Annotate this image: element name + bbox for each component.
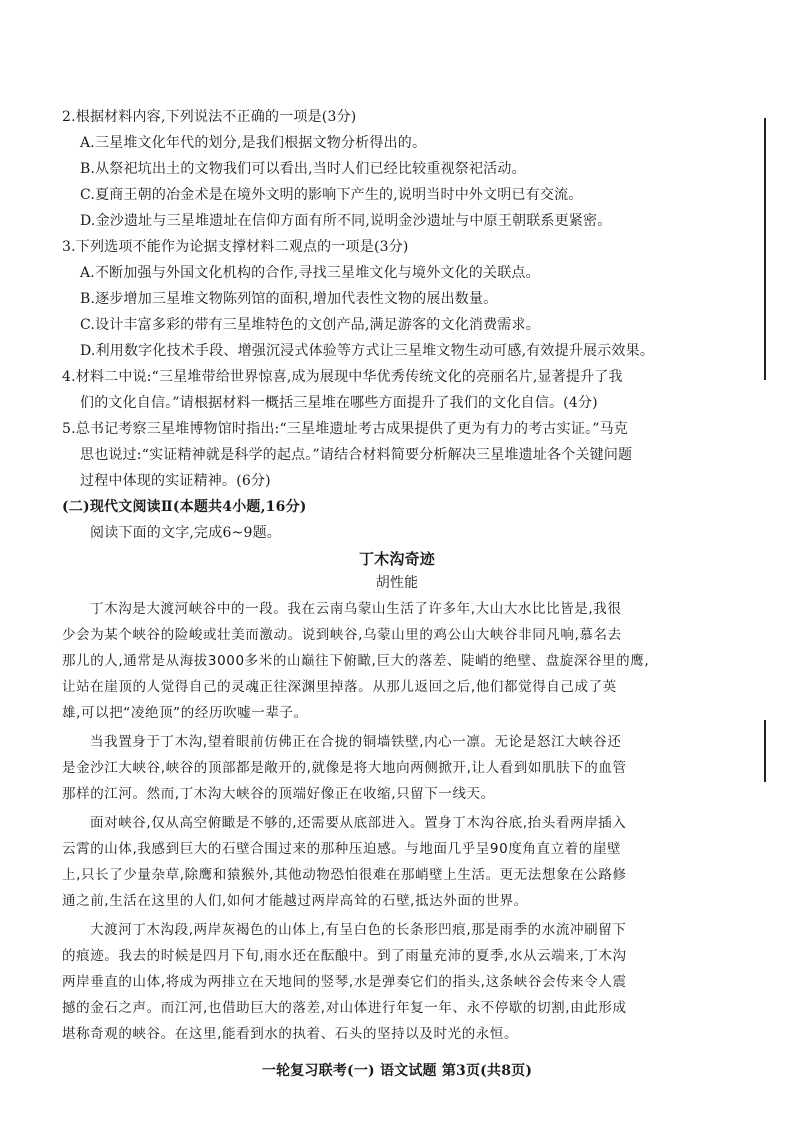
q3-option-d: D.利用数字化技术手段、增强沉浸式体验等方式让三星堆文物生动可感,有效提升展示效果。 xyxy=(80,343,655,359)
margin-rule xyxy=(764,118,766,380)
article-line: 雄,可以把“凌绝顶”的经历吹嘘一辈子。 xyxy=(62,705,308,721)
section-heading: (二)现代文阅读Ⅱ(本题共4小题,16分) xyxy=(62,499,307,515)
article-line: 通之前,生活在这里的人们,如何才能越过两岸高耸的石壁,抵达外面的世界。 xyxy=(62,893,528,909)
q4-line: 们的文化自信。”请根据材料一概括三星堆在哪些方面提升了我们的文化自信。(4分) xyxy=(80,395,598,411)
article-line: 大渡河丁木沟段,两岸灰褐色的山体上,有呈白色的长条形凹痕,那是雨季的水流冲刷留下 xyxy=(90,922,627,938)
q3-option-a: A.不断加强与外国文化机构的合作,寻找三星堆文化与境外文化的关联点。 xyxy=(80,265,540,281)
article-line: 那儿的人,通常是从海拔3000多米的山巅往下俯瞰,巨大的落差、陡峭的绝壁、盘旋深谷里的鹰, xyxy=(62,653,650,669)
q5-line: 5.总书记考察三星堆博物馆时指出:“三星堆遗址考古成果提供了更为有力的考古实证。”马克 xyxy=(62,421,628,437)
article-line: 少会为某个峡谷的险峻或壮美而激动。说到峡谷,乌蒙山里的鸡公山大峡谷非同凡响,慕名去 xyxy=(62,627,622,643)
article-line: 堪称奇观的峡谷。在这里,能看到水的执着、石头的坚持以及时光的永恒。 xyxy=(62,1026,519,1042)
article-title: 丁木沟奇迹 xyxy=(358,550,435,568)
article-line: 撼的金石之声。而江河,也借助巨大的落差,对山体进行年复一年、永不停歇的切割,由此形成 xyxy=(62,1000,627,1016)
margin-rule xyxy=(764,720,766,782)
q2-option-d: D.金沙遗址与三星堆遗址在信仰方面有所不同,说明金沙遗址与中原王朝联系更紧密。 xyxy=(80,213,612,229)
section-instruction: 阅读下面的文字,完成6~9题。 xyxy=(90,525,281,541)
article-line: 是金沙江大峡谷,峡谷的顶部都是敞开的,就像是将大地向两侧掀开,让人看到如肌肤下的血管 xyxy=(62,760,627,776)
article-line: 面对峡谷,仅从高空俯瞰是不够的,还需要从底部进入。置身丁木沟谷底,抬头看两岸插入 xyxy=(90,815,627,831)
q3-option-c: C.设计丰富多彩的带有三星堆特色的文创产品,满足游客的文化消费需求。 xyxy=(80,317,540,333)
article-line: 两岸垂直的山体,将成为两排立在天地间的竖琴,水是弹奏它们的指头,这条峡谷会传来令人震 xyxy=(62,974,627,990)
article-line: 丁木沟是大渡河峡谷中的一段。我在云南乌蒙山生活了许多年,大山大水比比皆是,我很 xyxy=(90,601,622,617)
q3-option-b: B.逐步增加三星堆文物陈列馆的面积,增加代表性文物的展出数量。 xyxy=(80,291,498,307)
q2-option-a: A.三星堆文化年代的划分,是我们根据文物分析得出的。 xyxy=(80,135,427,151)
page-footer: 一轮复习联考(一) 语文试题 第3页(共8页) xyxy=(261,1063,533,1079)
q2-stem: 2.根据材料内容,下列说法不正确的一项是(3分) xyxy=(62,109,357,125)
article-line: 上,只长了少量杂草,除鹰和猿猴外,其他动物恐怕很难在那峭壁上生活。更无法想象在公路修 xyxy=(62,867,627,883)
q3-stem: 3.下列选项不能作为论据支撑材料二观点的一项是(3分) xyxy=(62,239,409,255)
article-author: 胡性能 xyxy=(375,575,419,591)
q5-line: 过程中体现的实证精神。(6分) xyxy=(80,473,271,489)
q2-option-c: C.夏商王朝的冶金术是在境外文明的影响下产生的,说明当时中外文明已有交流。 xyxy=(80,187,583,203)
q5-line: 思也说过:“实证精神就是科学的起点。”请结合材料简要分析解决三星堆遗址各个关键问题 xyxy=(80,447,633,463)
article-line: 让站在崖顶的人觉得自己的灵魂正往深渊里掉落。从那儿返回之后,他们都觉得自己成了英 xyxy=(62,679,617,695)
article-line: 的痕迹。我去的时候是四月下旬,雨水还在酝酿中。到了雨量充沛的夏季,水从云端来,丁木沟 xyxy=(62,948,627,964)
article-line: 当我置身于丁木沟,望着眼前仿佛正在合拢的铜墙铁壁,内心一凛。无论是怒江大峡谷还 xyxy=(90,734,622,750)
q4-line: 4.材料二中说:“三星堆带给世界惊喜,成为展现中华优秀传统文化的亮丽名片,显著提升了我 xyxy=(62,369,623,385)
article-line: 云霄的山体,我感到巨大的石壁合围过来的那种压迫感。与地面几乎呈90度角直立着的崖壁 xyxy=(62,841,622,857)
article-line: 那样的江河。然而,丁木沟大峡谷的顶端好像正在收缩,只留下一线天。 xyxy=(62,786,495,802)
q2-option-b: B.从祭祀坑出土的文物我们可以看出,当时人们已经比较重视祭祀活动。 xyxy=(80,161,526,177)
